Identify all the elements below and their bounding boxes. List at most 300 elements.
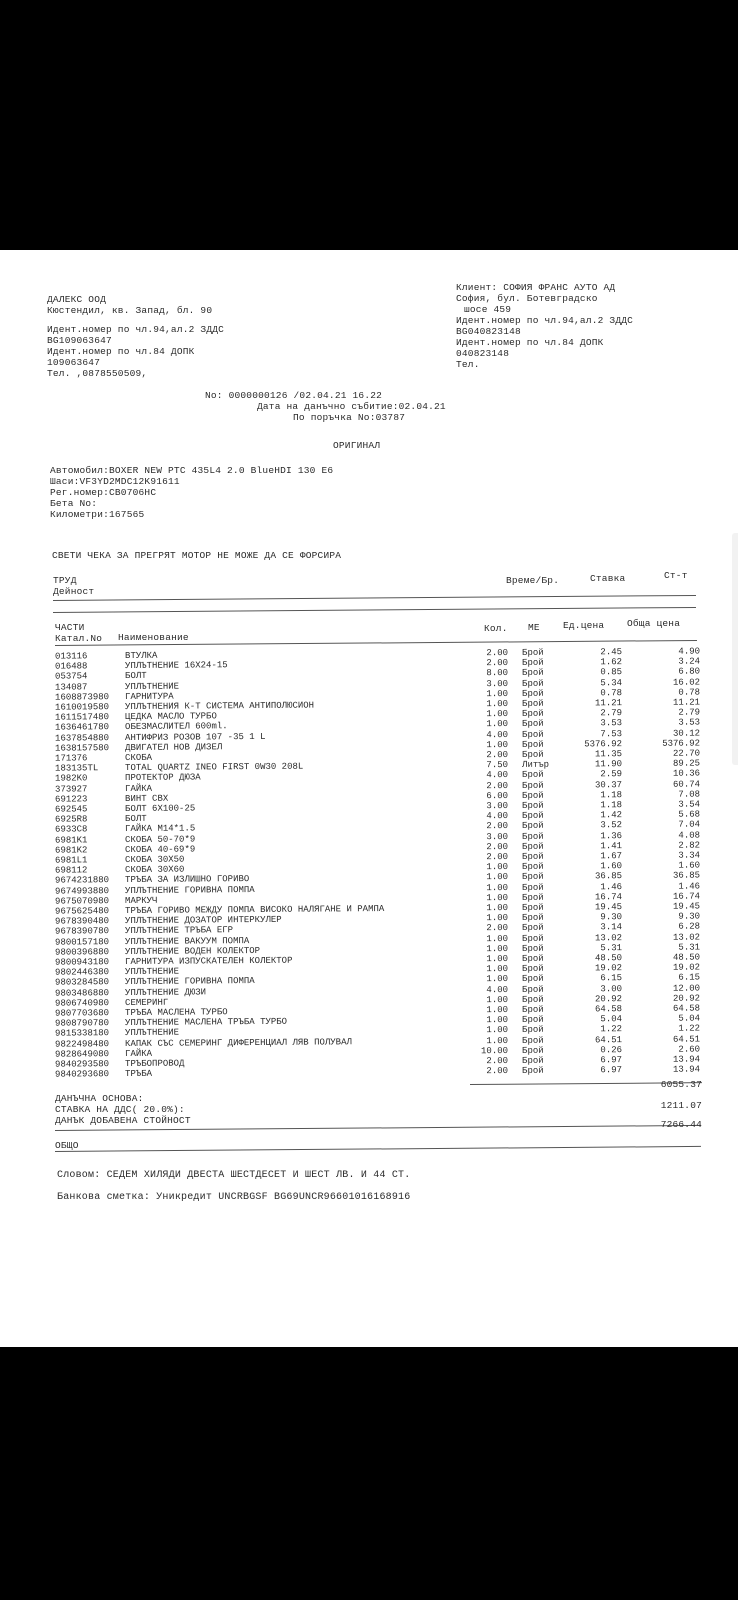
- part-code: 9815338180: [54, 1028, 110, 1039]
- part-qty: 3.00: [486, 831, 509, 842]
- part-total: 64.51: [672, 1034, 701, 1045]
- tax-base-value: 6055.37: [660, 1079, 702, 1090]
- part-qty: 2.00: [486, 780, 509, 791]
- part-qty: 2.00: [486, 1056, 509, 1067]
- part-unit: Брой: [521, 708, 544, 720]
- part-total: 5376.92: [662, 738, 701, 749]
- part-total: 12.00: [672, 983, 701, 994]
- part-qty: 4.00: [486, 729, 509, 740]
- part-code: 9840293580: [54, 1059, 110, 1070]
- part-total: 6.28: [678, 921, 701, 933]
- part-total: 9.30: [678, 911, 701, 922]
- part-unit: Брой: [521, 902, 544, 913]
- part-qty: 1.00: [486, 943, 509, 954]
- part-unit: Брой: [521, 678, 544, 689]
- part-unit: Брой: [521, 790, 544, 801]
- service-note: СВЕТИ ЧЕКА ЗА ПРЕГРЯТ МОТОР НЕ МОЖЕ ДА СЕ ФОРСИРА: [52, 550, 342, 561]
- part-name: ВТУЛКА: [124, 650, 158, 662]
- part-name: ТРЪБА МАСЛЕНА ТУРБО: [124, 1007, 228, 1019]
- labor-value-header: Ст-т: [664, 570, 688, 581]
- supplier-address: Кюстендил, кв. Запад, бл. 90: [47, 305, 213, 316]
- part-total: 89.25: [672, 758, 701, 769]
- part-price: 1.67: [600, 851, 623, 862]
- part-total: 16.74: [672, 891, 701, 902]
- part-unit: Брой: [521, 1065, 544, 1077]
- part-price: 64.51: [594, 1034, 623, 1045]
- labor-rate-header: Ставка: [590, 573, 626, 584]
- part-qty: 1.00: [486, 913, 509, 924]
- part-name: СКОБА 30X60: [124, 864, 185, 876]
- vat-rate-label: СТАВКА НА ДДС( 20.0%):: [55, 1104, 185, 1115]
- part-unit: Брой: [521, 749, 544, 760]
- part-unit: Брой: [521, 1035, 544, 1046]
- part-price: 19.02: [594, 963, 623, 974]
- part-qty: 2.00: [486, 821, 509, 832]
- part-code: 9800157180: [54, 936, 110, 948]
- part-name: ТРЪБА: [124, 1068, 153, 1080]
- part-qty: 3.00: [486, 801, 509, 812]
- part-code: 6925R8: [54, 814, 88, 825]
- supplier-name: ДАЛЕКС ООД: [47, 294, 107, 305]
- part-unit: Брой: [521, 810, 544, 822]
- part-unit: Брой: [521, 719, 544, 730]
- part-unit: Брой: [521, 698, 544, 709]
- part-total: 6.80: [678, 666, 701, 678]
- part-name: УПЛЪТНЕНИЕ: [124, 681, 180, 692]
- part-unit: Брой: [521, 657, 544, 669]
- labor-activity-header: Дейност: [53, 586, 95, 597]
- part-price: 0.78: [600, 687, 623, 699]
- part-price: 5.04: [600, 1014, 623, 1025]
- part-price: 1.46: [600, 881, 623, 892]
- part-price: 2.45: [600, 647, 623, 658]
- part-qty: 10.00: [480, 1045, 509, 1057]
- part-name: УПЛЪТНЕНИЕ ДОЗАТОР ИНТЕРКУЛЕР: [124, 914, 282, 927]
- tax-event-date: Дата на данъчно събитие:02.04.21: [257, 401, 446, 412]
- part-total: 3.53: [678, 717, 701, 729]
- vehicle-mileage: Километри:167565: [50, 509, 145, 520]
- supplier-vat-number: BG109063647: [47, 335, 112, 346]
- part-code: 9675070980: [54, 895, 110, 907]
- part-code: 1608873980: [54, 691, 110, 703]
- part-name: ГАРНИТУРА ИЗПУСКАТЕЛЕН КОЛЕКТОР: [124, 955, 293, 968]
- part-code: 9802446380: [54, 967, 110, 978]
- part-name: КАПАК СЪС СЕМЕРИНГ ДИФЕРЕНЦИАЛ ЛЯВ ПОЛУВАЛ: [124, 1036, 352, 1049]
- part-total: 10.36: [672, 768, 701, 780]
- parts-table: [0, 250, 738, 1347]
- part-name: СКОБА 40-69*9: [124, 844, 196, 855]
- part-unit: Брой: [521, 953, 544, 964]
- part-total: 64.58: [672, 1003, 701, 1014]
- part-name: УПЛЪТНЕНИЯ К-Т СИСТЕМА АНТИПОЛЮСИОН: [124, 700, 315, 713]
- part-code: 9822498480: [54, 1038, 110, 1050]
- part-code: 9828649080: [54, 1048, 110, 1060]
- part-unit: Брой: [521, 729, 544, 740]
- part-price: 0.26: [600, 1044, 623, 1056]
- amount-in-words: Словом: СЕДЕМ ХИЛЯДИ ДВЕСТА ШЕСТДЕСЕТ И ШЕСТ ЛВ. И 44 СТ.: [57, 1170, 411, 1181]
- part-total: 7.04: [678, 819, 701, 831]
- part-unit: Брой: [521, 912, 544, 924]
- client-address-line1: София, бул. Ботевградско: [456, 293, 598, 304]
- part-total: 4.08: [678, 830, 701, 841]
- part-qty: 2.00: [486, 852, 509, 863]
- part-price: 3.53: [600, 718, 623, 729]
- part-name: АНТИФРИЗ РОЗОВ 107 -35 1 L: [124, 731, 266, 743]
- part-price: 19.45: [594, 902, 623, 913]
- part-unit: Брой: [521, 861, 544, 873]
- part-qty: 1.00: [486, 994, 509, 1005]
- vat-value: 1211.07: [660, 1100, 702, 1111]
- parts-title: ЧАСТИ: [55, 622, 85, 633]
- grand-total-value: 7266.44: [660, 1119, 702, 1130]
- part-name: СЕМЕРИНГ: [124, 997, 169, 1008]
- part-price: 20.92: [594, 993, 623, 1005]
- part-total: 1.22: [678, 1023, 701, 1035]
- part-price: 5376.92: [584, 738, 623, 750]
- part-name: УПЛЪТНЕНИЕ ТРЪБА ЕГР: [124, 925, 234, 937]
- part-name: ПРОТЕКТОР ДЮЗА: [124, 772, 201, 784]
- bank-account: Банкова сметка: Уникредит UNCRBGSF BG69UNCR96601016168916: [57, 1192, 411, 1203]
- client-id-label: Идент.номер по чл.84 ДОПК: [456, 337, 604, 348]
- part-total: 1.60: [678, 860, 701, 871]
- vehicle-tag: Бета No:: [50, 498, 98, 509]
- part-name: ГАЙКА М14*1.5: [124, 823, 196, 835]
- part-qty: 1.00: [486, 974, 509, 985]
- part-name: ТРЪБОПРОВОД: [124, 1058, 185, 1070]
- part-price: 11.90: [594, 759, 623, 770]
- part-qty: 1.00: [486, 1015, 509, 1026]
- parts-unit-header: МЕ: [528, 622, 540, 633]
- part-unit: Брой: [521, 1025, 544, 1036]
- part-qty: 2.00: [486, 648, 509, 659]
- part-price: 11.21: [594, 698, 623, 709]
- part-code: 171376: [54, 753, 88, 764]
- part-unit: Брой: [521, 841, 544, 852]
- part-code: 691223: [54, 794, 88, 805]
- document-number: No: 0000000126 /02.04.21 16.22: [205, 390, 383, 401]
- part-total: 3.54: [678, 799, 701, 810]
- part-name: ЦЕДКА МАСЛО ТУРБО: [124, 711, 217, 723]
- part-name: ТРЪБА ГОРИВО МЕЖДУ ПОМПА ВИСОКО НАЛЯГАНЕ И РАМПА: [124, 903, 385, 917]
- part-name: TOTAL QUARTZ INEO FIRST 0W30 208L: [124, 761, 304, 774]
- part-code: 9678390780: [54, 926, 110, 937]
- part-qty: 4.00: [486, 770, 509, 781]
- part-qty: 7.50: [486, 760, 509, 771]
- vehicle-model: Автомобил:BOXER NEW PTC 435L4 2.0 BlueHDI 130 E6: [50, 465, 334, 476]
- part-price: 9.30: [600, 912, 623, 923]
- part-code: 1982K0: [54, 773, 88, 784]
- part-qty: 1.00: [486, 903, 509, 914]
- part-code: 1610019580: [54, 702, 110, 713]
- part-total: 48.50: [672, 952, 701, 963]
- part-unit: Брой: [521, 943, 544, 954]
- part-total: 19.45: [672, 901, 701, 912]
- part-unit: Брой: [521, 1014, 544, 1026]
- parts-total-header: Обща цена: [627, 618, 681, 629]
- part-unit: Брой: [521, 770, 544, 781]
- parts-code-header: Катал.No: [55, 633, 103, 644]
- part-name: УПЛЪТНЕНИЕ ВАКУУМ ПОМПА: [124, 935, 250, 947]
- part-price: 30.37: [594, 779, 623, 790]
- part-code: 1638157580: [54, 742, 110, 754]
- supplier-id-number: 109063647: [47, 357, 101, 368]
- part-unit: Брой: [521, 821, 544, 832]
- part-price: 3.00: [600, 983, 623, 994]
- scrollbar[interactable]: [732, 533, 738, 765]
- client-vat-number: BG040823148: [456, 326, 521, 337]
- part-qty: 1.00: [486, 1025, 509, 1036]
- part-price: 5.34: [600, 677, 623, 688]
- part-qty: 1.00: [486, 1005, 509, 1016]
- part-price: 36.85: [594, 871, 623, 882]
- part-price: 64.58: [594, 1004, 623, 1015]
- part-price: 1.18: [600, 800, 623, 811]
- part-unit: Брой: [521, 872, 544, 883]
- part-total: 2.79: [678, 707, 701, 718]
- part-unit: Брой: [521, 1004, 544, 1015]
- part-code: 9806740980: [54, 997, 110, 1009]
- part-unit: Брой: [521, 882, 544, 893]
- part-name: МАРКУЧ: [124, 895, 158, 906]
- part-name: УПЛЪТНЕНИЕ ДЮЗИ: [124, 986, 207, 998]
- part-code: 6933C8: [54, 824, 88, 835]
- part-code: 373927: [54, 783, 88, 795]
- part-price: 1.60: [600, 861, 623, 872]
- part-total: 7.08: [678, 789, 701, 800]
- invoice-document: [0, 250, 738, 1347]
- part-total: 2.82: [678, 840, 701, 851]
- part-qty: 3.00: [486, 678, 509, 689]
- supplier-vat-label: Идент.номер по чл.94,ал.2 ЗДДС: [47, 324, 225, 335]
- client-address-line2: шосе 459: [464, 304, 512, 315]
- labor-time-header: Време/Бр.: [506, 575, 560, 586]
- part-name: СКОБА: [124, 752, 153, 764]
- parts-qty-header: Кол.: [484, 623, 508, 634]
- part-qty: 1.00: [486, 688, 509, 699]
- client-name: Клиент: СОФИЯ ФРАНС АУТО АД: [456, 282, 616, 293]
- part-unit: Брой: [521, 688, 544, 699]
- part-name: БОЛТ: [124, 814, 147, 825]
- part-price: 1.36: [600, 830, 623, 841]
- part-total: 1.46: [678, 881, 701, 892]
- part-price: 3.52: [600, 820, 623, 831]
- part-price: 6.15: [600, 973, 623, 984]
- part-code: 6981L1: [54, 855, 88, 866]
- part-qty: 1.00: [486, 933, 509, 944]
- part-price: 1.62: [600, 657, 623, 668]
- part-unit: Брой: [521, 974, 544, 985]
- part-total: 2.60: [678, 1044, 701, 1055]
- part-unit: Брой: [521, 994, 544, 1005]
- client-id-number: 040823148: [456, 348, 510, 359]
- part-code: 183135TL: [54, 763, 99, 774]
- part-price: 11.35: [594, 749, 623, 760]
- part-total: 16.02: [672, 677, 701, 688]
- part-unit: Брой: [521, 668, 544, 679]
- part-name: УПЛЪТНЕНИЕ ВОДЕН КОЛЕКТОР: [124, 945, 261, 957]
- part-code: 9675625480: [54, 906, 110, 917]
- part-price: 3.14: [600, 922, 623, 933]
- part-qty: 1.00: [486, 709, 509, 720]
- part-total: 60.74: [672, 779, 701, 790]
- part-unit: Брой: [521, 1055, 544, 1066]
- part-code: 9800396880: [54, 946, 110, 958]
- part-qty: 2.00: [486, 841, 509, 852]
- part-unit: Брой: [521, 851, 544, 862]
- part-code: 698112: [54, 865, 88, 876]
- part-price: 2.79: [600, 708, 623, 719]
- part-total: 13.94: [672, 1054, 701, 1065]
- part-total: 13.94: [672, 1064, 701, 1075]
- supplier-id-label: Идент.номер по чл.84 ДОПК: [47, 346, 195, 357]
- part-name: ГАЙКА: [124, 1048, 153, 1059]
- part-unit: Литър: [521, 759, 550, 771]
- part-name: УПЛЪТНЕНИЕ: [124, 966, 180, 978]
- part-unit: Брой: [521, 892, 544, 903]
- part-price: 48.50: [594, 953, 623, 964]
- part-total: 19.02: [672, 962, 701, 973]
- part-unit: Брой: [521, 1045, 544, 1056]
- part-code: 1636461780: [54, 722, 110, 733]
- part-price: 1.41: [600, 840, 623, 852]
- part-code: 9808790780: [54, 1018, 110, 1029]
- part-price: 16.74: [594, 891, 623, 903]
- part-code: 134087: [54, 681, 88, 693]
- part-qty: 4.00: [486, 811, 509, 822]
- part-price: 0.85: [600, 667, 623, 678]
- vehicle-vin: Шаси:VF3YD2MDC12K91611: [50, 476, 180, 487]
- part-total: 11.21: [672, 697, 701, 708]
- part-name: СКОБА 50-70*9: [124, 834, 196, 845]
- part-code: 692545: [54, 804, 88, 815]
- part-name: ТРЪБА ЗА ИЗЛИШНО ГОРИВО: [124, 874, 250, 886]
- part-unit: Брой: [521, 984, 544, 995]
- part-total: 3.34: [678, 850, 701, 861]
- part-name: ГАРНИТУРА: [124, 691, 174, 702]
- vehicle-registration: Рег.номер:CB0706HC: [50, 487, 157, 498]
- part-name: СКОБА 30X50: [124, 854, 185, 866]
- part-price: 5.31: [600, 942, 623, 954]
- part-unit: Брой: [521, 831, 544, 842]
- part-name: УПЛЪТНЕНИЕ МАСЛЕНА ТРЪБА ТУРБО: [124, 1016, 288, 1029]
- part-price: 1.18: [600, 789, 623, 801]
- part-qty: 2.00: [486, 750, 509, 761]
- part-qty: 4.00: [486, 984, 509, 995]
- part-code: 013116: [54, 651, 88, 662]
- part-name: УПЛЪТНЕНИЕ: [124, 1027, 180, 1039]
- part-total: 5.68: [678, 809, 701, 820]
- part-name: УПЛЪТНЕНИЕ ГОРИВНА ПОМПА: [124, 976, 255, 988]
- labor-title: ТРУД: [53, 575, 77, 586]
- part-code: 9807703680: [54, 1008, 110, 1019]
- part-total: 6.15: [678, 972, 701, 984]
- part-total: 22.70: [672, 748, 701, 759]
- tax-base-label: ДАНЪЧНА ОСНОВА:: [55, 1093, 144, 1104]
- client-vat-label: Идент.номер по чл.94,ал.2 ЗДДС: [456, 315, 634, 326]
- part-qty: 1.00: [486, 882, 509, 893]
- part-code: 6981K2: [54, 845, 88, 856]
- part-unit: Брой: [521, 933, 544, 944]
- part-total: 5.31: [678, 942, 701, 953]
- part-name: БОЛТ: [124, 671, 147, 682]
- part-name: ГАЙКА: [124, 783, 153, 794]
- part-code: 9674231880: [54, 875, 110, 886]
- part-unit: Брой: [521, 739, 544, 750]
- part-name: ОБЕЗМАСЛИТЕЛ 600ml.: [124, 721, 228, 733]
- part-name: УПЛЪТНЕНИЕ 16X24-15: [124, 660, 228, 672]
- part-qty: 1.00: [486, 964, 509, 975]
- part-code: 6981K1: [54, 834, 88, 846]
- part-total: 20.92: [672, 993, 701, 1004]
- parts-unit-price-header: Ед.цена: [563, 620, 605, 631]
- part-price: 6.97: [600, 1065, 623, 1076]
- part-code: 1611517480: [54, 712, 110, 723]
- part-qty: 1.00: [486, 892, 509, 903]
- part-price: 2.59: [600, 769, 623, 780]
- part-qty: 2.00: [486, 658, 509, 669]
- part-unit: Брой: [521, 923, 544, 934]
- part-code: 9678390480: [54, 916, 110, 927]
- part-qty: 2.00: [486, 1066, 509, 1077]
- vat-added-label: ДАНЪК ДОБАВЕНА СТОЙНОСТ: [55, 1115, 191, 1126]
- original-label: ОРИГИНАЛ: [333, 440, 381, 451]
- part-code: 9840293680: [54, 1069, 110, 1080]
- part-code: 1637854880: [54, 732, 110, 744]
- part-price: 13.02: [594, 932, 623, 943]
- part-price: 1.22: [600, 1024, 623, 1035]
- part-total: 5.04: [678, 1013, 701, 1024]
- part-qty: 1.00: [486, 872, 509, 883]
- part-name: ВИНТ СВХ: [124, 793, 169, 804]
- part-unit: Брой: [521, 963, 544, 975]
- part-qty: 1.00: [486, 862, 509, 873]
- part-code: 9803486880: [54, 987, 110, 999]
- part-total: 30.12: [672, 728, 701, 739]
- part-unit: Брой: [521, 780, 544, 791]
- part-total: 13.02: [672, 932, 701, 943]
- part-code: 9674993880: [54, 885, 110, 897]
- part-price: 7.53: [600, 728, 623, 739]
- part-price: 1.42: [600, 810, 623, 821]
- part-unit: Брой: [521, 800, 544, 811]
- part-total: 3.24: [678, 656, 701, 667]
- part-unit: Брой: [521, 647, 544, 658]
- part-qty: 1.00: [486, 1035, 509, 1046]
- part-qty: 1.00: [486, 739, 509, 750]
- part-code: 053754: [54, 671, 88, 682]
- part-qty: 8.00: [486, 668, 509, 679]
- part-total: 4.90: [678, 646, 701, 657]
- part-qty: 2.00: [486, 923, 509, 934]
- order-number: По поръчка No:03787: [293, 412, 406, 423]
- part-qty: 1.00: [486, 699, 509, 710]
- supplier-phone: Тел. ,0878550509,: [47, 368, 148, 379]
- part-code: 9803284580: [54, 977, 110, 988]
- part-qty: 6.00: [486, 790, 509, 801]
- part-qty: 1.00: [486, 719, 509, 730]
- grand-total-label: ОБЩО: [55, 1140, 79, 1151]
- part-name: ДВИГАТЕЛ НОВ ДИЗЕЛ: [124, 742, 223, 753]
- client-phone: Тел.: [456, 359, 480, 370]
- parts-name-header: Наименование: [118, 632, 189, 643]
- part-total: 36.85: [672, 870, 701, 882]
- part-total: 0.78: [678, 687, 701, 698]
- part-name: БОЛТ 6X100-25: [124, 803, 196, 815]
- part-code: 016488: [54, 661, 88, 672]
- part-qty: 1.00: [486, 954, 509, 965]
- part-price: 6.97: [600, 1055, 623, 1066]
- part-code: 9800943180: [54, 957, 110, 968]
